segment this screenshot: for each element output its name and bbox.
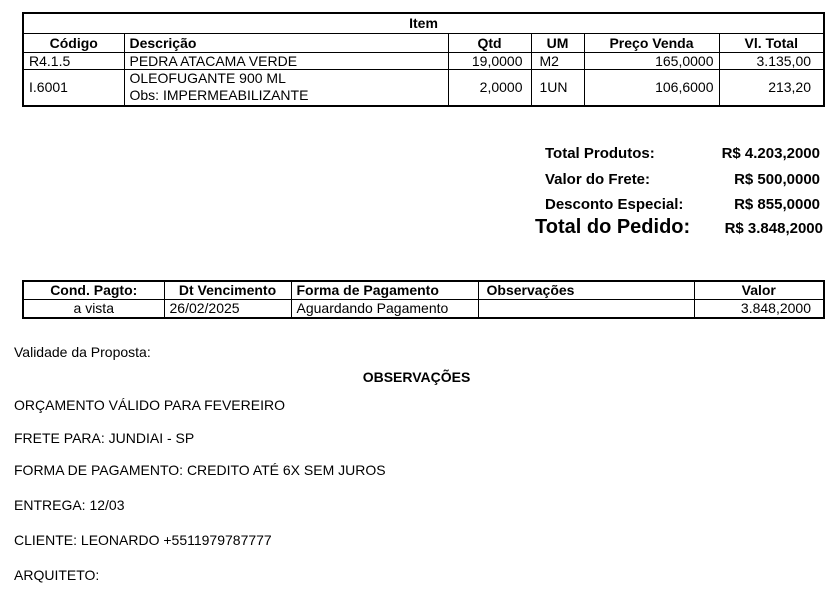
cell-um: M2 (531, 52, 584, 69)
col-header-forma-pagamento: Forma de Pagamento (291, 281, 478, 299)
valor-frete-row (545, 171, 820, 188)
cell-forma-pagamento: Aguardando Pagamento (291, 299, 478, 318)
cell-observacoes (478, 299, 694, 318)
col-header-valor: Valor (694, 281, 824, 299)
cell-vl-total: 213,20 (719, 69, 824, 106)
item-description: OLEOFUGANTE 900 ML (129, 70, 286, 87)
footer-line-arquiteto: ARQUITETO: (14, 567, 100, 583)
cell-codigo: R4.1.5 (23, 52, 124, 69)
total-pedido-row (535, 216, 823, 239)
footer-line-frete: FRETE PARA: JUNDIAI - SP (14, 430, 195, 446)
payment-row (23, 299, 824, 318)
cell-vl-total: 3.135,00 (719, 52, 824, 69)
item-row (23, 69, 824, 106)
total-produtos-label: Total Produtos: (545, 145, 655, 162)
cell-codigo: I.6001 (23, 69, 124, 106)
desconto-especial-label: Desconto Especial: (545, 196, 684, 213)
cell-dt-vencimento: 26/02/2025 (164, 299, 291, 318)
footer-line-entrega: ENTREGA: 12/03 (14, 497, 125, 513)
payment-table (22, 280, 825, 319)
desconto-especial-value: R$ 855,0000 (734, 196, 820, 213)
footer-line-forma-pagamento: FORMA DE PAGAMENTO: CREDITO ATÉ 6X SEM JUROS (14, 462, 386, 478)
cell-preco-venda: 106,6000 (584, 69, 719, 106)
valor-frete-value: R$ 500,0000 (734, 171, 820, 188)
col-header-qtd: Qtd (448, 33, 531, 52)
cell-qtd: 19,0000 (448, 52, 531, 69)
cell-qtd: 2,0000 (448, 69, 531, 106)
col-header-descricao: Descrição (124, 33, 448, 52)
total-produtos-value: R$ 4.203,2000 (721, 145, 820, 162)
item-row (23, 52, 824, 69)
col-header-codigo: Código (23, 33, 124, 52)
valor-frete-label: Valor do Frete: (545, 171, 651, 188)
footer-line-orcamento: ORÇAMENTO VÁLIDO PARA FEVEREIRO (14, 397, 285, 413)
col-header-cond-pagto: Cond. Pagto: (23, 281, 164, 299)
col-header-vl-total: Vl. Total (719, 33, 824, 52)
cell-descricao (124, 69, 448, 106)
col-header-dt-vencimento: Dt Vencimento (164, 281, 291, 299)
col-header-preco-venda: Preço Venda (584, 33, 719, 52)
observacoes-title: OBSERVAÇÕES (362, 369, 471, 385)
item-table (22, 12, 825, 107)
cell-um: 1UN (531, 69, 584, 106)
item-description-obs: Obs: IMPERMEABILIZANTE (129, 87, 309, 104)
total-produtos-row (545, 145, 820, 162)
cell-cond-pagto: a vista (23, 299, 164, 318)
cell-preco-venda: 165,0000 (584, 52, 719, 69)
total-pedido-label: Total do Pedido: (535, 216, 691, 238)
col-header-observacoes: Observações (478, 281, 694, 299)
desconto-especial-row (545, 196, 820, 213)
cell-valor: 3.848,2000 (694, 299, 824, 318)
validade-proposta-label: Validade da Proposta: (14, 344, 151, 360)
item-table-title: Item (23, 13, 824, 33)
cell-descricao: PEDRA ATACAMA VERDE (124, 52, 448, 69)
footer-line-cliente: CLIENTE: LEONARDO +5511979787777 (14, 532, 272, 548)
col-header-um: UM (531, 33, 584, 52)
total-pedido-value: R$ 3.848,2000 (724, 220, 823, 237)
